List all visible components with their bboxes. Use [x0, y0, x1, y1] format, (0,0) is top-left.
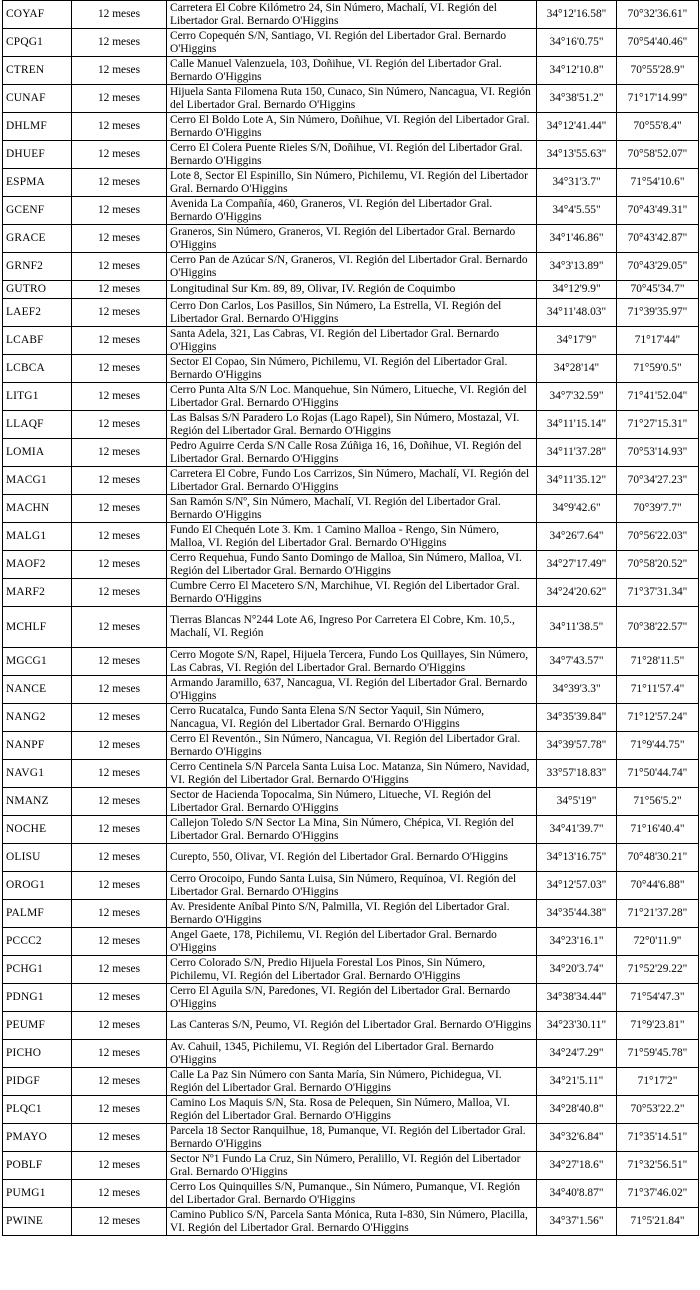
period-cell: 12 meses: [72, 439, 167, 467]
station-code-cell: PLQC1: [3, 1096, 72, 1124]
table-row: [3, 648, 699, 676]
table-row: [3, 676, 699, 704]
period-cell: 12 meses: [72, 607, 167, 648]
table-row: [3, 984, 699, 1012]
latitude-cell: 34°3'13.89": [537, 253, 617, 281]
longitude-cell: 70°54'40.46": [617, 29, 699, 57]
address-cell: Curepto, 550, Olivar, VI. Región del Libertador Gral. Bernardo O'Higgins: [167, 844, 537, 872]
table-row: [3, 579, 699, 607]
address-cell: Parcela 18 Sector Ranquilhue, 18, Pumanque, VI. Región del Libertador Gral. Bernardo O'Higgins: [167, 1124, 537, 1152]
table-row: [3, 225, 699, 253]
latitude-cell: 34°9'42.6": [537, 495, 617, 523]
station-code-cell: MARF2: [3, 579, 72, 607]
period-cell: 12 meses: [72, 1208, 167, 1236]
station-code-cell: GCENF: [3, 197, 72, 225]
period-cell: 12 meses: [72, 1096, 167, 1124]
table-row: [3, 169, 699, 197]
period-cell: 12 meses: [72, 984, 167, 1012]
latitude-cell: 34°12'57.03": [537, 872, 617, 900]
station-code-cell: NANG2: [3, 704, 72, 732]
table-row: [3, 299, 699, 327]
latitude-cell: 34°38'34.44": [537, 984, 617, 1012]
station-code-cell: OLISU: [3, 844, 72, 872]
station-code-cell: PMAYO: [3, 1124, 72, 1152]
latitude-cell: 34°1'46.86": [537, 225, 617, 253]
station-code-cell: CTREN: [3, 57, 72, 85]
latitude-cell: 34°11'35.12": [537, 467, 617, 495]
address-cell: Calle Manuel Valenzuela, 103, Doñihue, VI. Región del Libertador Gral. Bernardo O'Higgins: [167, 57, 537, 85]
period-cell: 12 meses: [72, 299, 167, 327]
address-cell: Cerro Don Carlos, Los Pasillos, Sin Número, La Estrella, VI. Región del Libertador Gral. Bernardo O'Higgins: [167, 299, 537, 327]
station-code-cell: NANPF: [3, 732, 72, 760]
longitude-cell: 71°27'15.31": [617, 411, 699, 439]
longitude-cell: 70°58'52.07": [617, 141, 699, 169]
period-cell: 12 meses: [72, 579, 167, 607]
longitude-cell: 70°55'8.4": [617, 113, 699, 141]
period-cell: 12 meses: [72, 760, 167, 788]
station-code-cell: MGCG1: [3, 648, 72, 676]
period-cell: 12 meses: [72, 355, 167, 383]
latitude-cell: 34°28'14": [537, 355, 617, 383]
longitude-cell: 70°48'30.21": [617, 844, 699, 872]
period-cell: 12 meses: [72, 551, 167, 579]
period-cell: 12 meses: [72, 1180, 167, 1208]
table-row: [3, 551, 699, 579]
period-cell: 12 meses: [72, 1, 167, 29]
station-code-cell: LCABF: [3, 327, 72, 355]
latitude-cell: 34°28'40.8": [537, 1096, 617, 1124]
latitude-cell: 34°35'44.38": [537, 900, 617, 928]
period-cell: 12 meses: [72, 900, 167, 928]
longitude-cell: 70°43'49.31": [617, 197, 699, 225]
period-cell: 12 meses: [72, 1068, 167, 1096]
station-code-cell: CPQG1: [3, 29, 72, 57]
station-code-cell: ESPMA: [3, 169, 72, 197]
station-code-cell: PWINE: [3, 1208, 72, 1236]
station-code-cell: PDNG1: [3, 984, 72, 1012]
address-cell: Pedro Aguirre Cerda S/N Calle Rosa Zúñiga 16, 16, Doñihue, VI. Región del Libertador Gral. Bernardo O'Higgins: [167, 439, 537, 467]
table-row: [3, 523, 699, 551]
address-cell: Santa Adela, 321, Las Cabras, VI. Región del Libertador Gral. Bernardo O'Higgins: [167, 327, 537, 355]
period-cell: 12 meses: [72, 495, 167, 523]
latitude-cell: 34°40'8.87": [537, 1180, 617, 1208]
table-row: [3, 467, 699, 495]
period-cell: 12 meses: [72, 467, 167, 495]
address-cell: Av. Presidente Aníbal Pinto S/N, Palmilla, VI. Región del Libertador Gral. Bernardo O'Higgins: [167, 900, 537, 928]
table-row: [3, 281, 699, 299]
address-cell: Cerro El Boldo Lote A, Sin Número, Doñihue, VI. Región del Libertador Gral. Bernardo O'Higgins: [167, 113, 537, 141]
latitude-cell: 34°13'55.63": [537, 141, 617, 169]
longitude-cell: 71°37'31.34": [617, 579, 699, 607]
period-cell: 12 meses: [72, 113, 167, 141]
station-code-cell: GUTRO: [3, 281, 72, 299]
table-row: [3, 760, 699, 788]
longitude-cell: 71°17'44": [617, 327, 699, 355]
period-cell: 12 meses: [72, 928, 167, 956]
longitude-cell: 70°43'29.05": [617, 253, 699, 281]
table-row: [3, 383, 699, 411]
longitude-cell: 71°52'29.22": [617, 956, 699, 984]
longitude-cell: 71°17'14.99": [617, 85, 699, 113]
address-cell: Lote 8, Sector El Espinillo, Sin Número, Pichilemu, VI. Región del Libertador Gral. Bernardo O'Higgins: [167, 169, 537, 197]
latitude-cell: 34°21'5.11": [537, 1068, 617, 1096]
latitude-cell: 34°31'3.7": [537, 169, 617, 197]
station-code-cell: POBLF: [3, 1152, 72, 1180]
longitude-cell: 70°58'20.52": [617, 551, 699, 579]
table-row: [3, 1012, 699, 1040]
station-code-cell: GRACE: [3, 225, 72, 253]
address-cell: San Ramón S/Nº, Sin Número, Machalí, VI. Región del Libertador Gral. Bernardo O'Higgins: [167, 495, 537, 523]
station-code-cell: PIDGF: [3, 1068, 72, 1096]
latitude-cell: 34°39'3.3": [537, 676, 617, 704]
latitude-cell: 34°7'43.57": [537, 648, 617, 676]
longitude-cell: 71°39'35.97": [617, 299, 699, 327]
period-cell: 12 meses: [72, 169, 167, 197]
station-code-cell: NOCHE: [3, 816, 72, 844]
longitude-cell: 70°44'6.88": [617, 872, 699, 900]
period-cell: 12 meses: [72, 1152, 167, 1180]
period-cell: 12 meses: [72, 411, 167, 439]
period-cell: 12 meses: [72, 1040, 167, 1068]
longitude-cell: 71°59'0.5": [617, 355, 699, 383]
station-code-cell: PICHO: [3, 1040, 72, 1068]
station-code-cell: OROG1: [3, 872, 72, 900]
address-cell: Cerro Orocoipo, Fundo Santa Luisa, Sin Número, Requínoa, VI. Región del Libertador Gral. Bernardo O'Higgins: [167, 872, 537, 900]
table-row: [3, 57, 699, 85]
address-cell: Camino Los Maquis S/N, Sta. Rosa de Pelequen, Sin Número, Malloa, VI. Región del Libertador Gral. Bernardo O'Higgins: [167, 1096, 537, 1124]
longitude-cell: 71°59'45.78": [617, 1040, 699, 1068]
period-cell: 12 meses: [72, 523, 167, 551]
address-cell: Av. Cahuil, 1345, Pichilemu, VI. Región del Libertador Gral. Bernardo O'Higgins: [167, 1040, 537, 1068]
period-cell: 12 meses: [72, 844, 167, 872]
latitude-cell: 34°17'9": [537, 327, 617, 355]
station-code-cell: PALMF: [3, 900, 72, 928]
table-row: [3, 928, 699, 956]
period-cell: 12 meses: [72, 956, 167, 984]
address-cell: Graneros, Sin Número, Graneros, VI. Región del Libertador Gral. Bernardo O'Higgins: [167, 225, 537, 253]
address-cell: Sector Nº1 Fundo La Cruz, Sin Número, Peralillo, VI. Región del Libertador Gral. Bernardo O'Higgins: [167, 1152, 537, 1180]
station-code-cell: MAOF2: [3, 551, 72, 579]
longitude-cell: 71°56'5.2": [617, 788, 699, 816]
longitude-cell: 71°28'11.5": [617, 648, 699, 676]
period-cell: 12 meses: [72, 872, 167, 900]
period-cell: 12 meses: [72, 816, 167, 844]
period-cell: 12 meses: [72, 648, 167, 676]
latitude-cell: 34°23'16.1": [537, 928, 617, 956]
address-cell: Cerro Pan de Azúcar S/N, Graneros, VI. Región del Libertador Gral. Bernardo O'Higgins: [167, 253, 537, 281]
latitude-cell: 34°20'3.74": [537, 956, 617, 984]
address-cell: Cerro Rucatalca, Fundo Santa Elena S/N Sector Yaquil, Sin Número, Nancagua, VI. Región del Libertador Gral. Bernardo O'Higgins: [167, 704, 537, 732]
table-row: [3, 327, 699, 355]
address-cell: Cumbre Cerro El Macetero S/N, Marchihue, VI. Región del Libertador Gral. Bernardo O'Higgins: [167, 579, 537, 607]
period-cell: 12 meses: [72, 1012, 167, 1040]
station-code-cell: LLAQF: [3, 411, 72, 439]
longitude-cell: 71°9'23.81": [617, 1012, 699, 1040]
table-row: [3, 197, 699, 225]
address-cell: Cerro Punta Alta S/N Loc. Manquehue, Sin Número, Litueche, VI. Región del Libertador Gral. Bernardo O'Higgins: [167, 383, 537, 411]
latitude-cell: 34°4'5.55": [537, 197, 617, 225]
longitude-cell: 71°12'57.24": [617, 704, 699, 732]
latitude-cell: 34°12'9.9": [537, 281, 617, 299]
latitude-cell: 34°39'57.78": [537, 732, 617, 760]
address-cell: Cerro Copequén S/N, Santiago, VI. Región del Libertador Gral. Bernardo O'Higgins: [167, 29, 537, 57]
table-row: [3, 788, 699, 816]
longitude-cell: 71°21'37.28": [617, 900, 699, 928]
station-code-cell: CUNAF: [3, 85, 72, 113]
address-cell: Calle La Paz Sin Número con Santa María, Sin Número, Pichidegua, VI. Región del Libertador Gral. Bernardo O'Higgins: [167, 1068, 537, 1096]
latitude-cell: 34°35'39.84": [537, 704, 617, 732]
address-cell: Carretera El Cobre, Fundo Los Carrizos, Sin Número, Machalí, VI. Región del Libertador Gral. Bernardo O'Higgins: [167, 467, 537, 495]
latitude-cell: 34°27'18.6": [537, 1152, 617, 1180]
longitude-cell: 70°32'36.61": [617, 1, 699, 29]
table-row: [3, 1040, 699, 1068]
latitude-cell: 34°38'51.2": [537, 85, 617, 113]
table-row: [3, 1124, 699, 1152]
locations-table: [2, 0, 699, 1236]
table-row: [3, 900, 699, 928]
station-code-cell: PEUMF: [3, 1012, 72, 1040]
table-row: [3, 704, 699, 732]
table-row: [3, 355, 699, 383]
table-row: [3, 253, 699, 281]
address-cell: Cerro Requehua, Fundo Santo Domingo de Malloa, Sin Número, Malloa, VI. Región del Libertador Gral. Bernardo O'Higgins: [167, 551, 537, 579]
station-code-cell: MACG1: [3, 467, 72, 495]
period-cell: 12 meses: [72, 29, 167, 57]
latitude-cell: 34°26'7.64": [537, 523, 617, 551]
table-row: [3, 495, 699, 523]
longitude-cell: 70°56'22.03": [617, 523, 699, 551]
table-row: [3, 872, 699, 900]
longitude-cell: 71°54'47.3": [617, 984, 699, 1012]
period-cell: 12 meses: [72, 85, 167, 113]
period-cell: 12 meses: [72, 281, 167, 299]
station-code-cell: MALG1: [3, 523, 72, 551]
address-cell: Cerro Centinela S/N Parcela Santa Luisa Loc. Matanza, Sin Número, Navidad, VI. Región del Libertador Gral. Bernardo O'Higgins: [167, 760, 537, 788]
locations-table-body: [3, 1, 699, 1236]
address-cell: Tierras Blancas N°244 Lote A6, Ingreso Por Carretera El Cobre, Km. 10,5., Machalí, VI. Región: [167, 607, 537, 648]
longitude-cell: 70°38'22.57": [617, 607, 699, 648]
address-cell: Las Balsas S/N Paradero Lo Rojas (Lago Rapel), Sin Número, Mostazal, VI. Región del Libertador Gral. Bernardo O'Higgins: [167, 411, 537, 439]
period-cell: 12 meses: [72, 676, 167, 704]
address-cell: Avenida La Compañía, 460, Graneros, VI. Región del Libertador Gral. Bernardo O'Higgins: [167, 197, 537, 225]
longitude-cell: 71°37'46.02": [617, 1180, 699, 1208]
latitude-cell: 34°11'15.14": [537, 411, 617, 439]
latitude-cell: 34°12'41.44": [537, 113, 617, 141]
station-code-cell: DHLMF: [3, 113, 72, 141]
latitude-cell: 34°23'30.11": [537, 1012, 617, 1040]
address-cell: Fundo El Chequén Lote 3. Km. 1 Camino Malloa - Rengo, Sin Número, Malloa, VI. Región del Libertador Gral. Bernardo O'Higgins: [167, 523, 537, 551]
station-code-cell: LCBCA: [3, 355, 72, 383]
table-row: [3, 29, 699, 57]
station-code-cell: PCCC2: [3, 928, 72, 956]
station-code-cell: LAEF2: [3, 299, 72, 327]
station-code-cell: NAVG1: [3, 760, 72, 788]
latitude-cell: 34°11'48.03": [537, 299, 617, 327]
latitude-cell: 34°32'6.84": [537, 1124, 617, 1152]
period-cell: 12 meses: [72, 225, 167, 253]
station-code-cell: LOMIA: [3, 439, 72, 467]
address-cell: Callejon Toledo S/N Sector La Mina, Sin Número, Chépica, VI. Región del Libertador Gral. Bernardo O'Higgins: [167, 816, 537, 844]
longitude-cell: 72°0'11.9": [617, 928, 699, 956]
longitude-cell: 70°34'27.23": [617, 467, 699, 495]
address-cell: Camino Publico S/N, Parcela Santa Mónica, Ruta I-830, Sin Número, Placilla, VI. Región del Libertador Gral. Bernardo O'Higgins: [167, 1208, 537, 1236]
table-row: [3, 732, 699, 760]
longitude-cell: 71°41'52.04": [617, 383, 699, 411]
longitude-cell: 71°9'44.75": [617, 732, 699, 760]
table-row: [3, 1180, 699, 1208]
table-row: [3, 141, 699, 169]
table-row: [3, 1208, 699, 1236]
longitude-cell: 71°35'14.51": [617, 1124, 699, 1152]
address-cell: Sector El Copao, Sin Número, Pichilemu, VI. Región del Libertador Gral. Bernardo O'Higgins: [167, 355, 537, 383]
address-cell: Cerro Colorado S/N, Predio Hijuela Forestal Los Pinos, Sin Número, Pichilemu, VI. Región del Libertador Gral. Bernardo O'Higgins: [167, 956, 537, 984]
station-code-cell: LITG1: [3, 383, 72, 411]
address-cell: Cerro Los Quinquilles S/N, Pumanque., Sin Número, Pumanque, VI. Región del Libertador Gral. Bernardo O'Higgins: [167, 1180, 537, 1208]
period-cell: 12 meses: [72, 383, 167, 411]
latitude-cell: 34°41'39.7": [537, 816, 617, 844]
longitude-cell: 70°43'42.87": [617, 225, 699, 253]
address-cell: Angel Gaete, 178, Pichilemu, VI. Región del Libertador Gral. Bernardo O'Higgins: [167, 928, 537, 956]
latitude-cell: 34°37'1.56": [537, 1208, 617, 1236]
latitude-cell: 34°13'16.75": [537, 844, 617, 872]
latitude-cell: 34°24'20.62": [537, 579, 617, 607]
station-code-cell: COYAF: [3, 1, 72, 29]
address-cell: Cerro Mogote S/N, Rapel, Hijuela Tercera, Fundo Los Quillayes, Sin Número, Las Cabras, VI. Región del Libertador Gral. Bernardo O'Higgins: [167, 648, 537, 676]
station-code-cell: PCHG1: [3, 956, 72, 984]
longitude-cell: 71°54'10.6": [617, 169, 699, 197]
longitude-cell: 71°5'21.84": [617, 1208, 699, 1236]
latitude-cell: 34°24'7.29": [537, 1040, 617, 1068]
longitude-cell: 70°55'28.9": [617, 57, 699, 85]
table-row: [3, 1096, 699, 1124]
address-cell: Armando Jaramillo, 637, Nancagua, VI. Región del Libertador Gral. Bernardo O'Higgins: [167, 676, 537, 704]
station-code-cell: PUMG1: [3, 1180, 72, 1208]
address-cell: Sector de Hacienda Topocalma, Sin Número, Litueche, VI. Región del Libertador Gral. Bernardo O'Higgins: [167, 788, 537, 816]
table-row: [3, 956, 699, 984]
longitude-cell: 71°16'40.4": [617, 816, 699, 844]
table-row: [3, 439, 699, 467]
longitude-cell: 71°32'56.51": [617, 1152, 699, 1180]
address-cell: Cerro El Reventón., Sin Número, Nancagua, VI. Región del Libertador Gral. Bernardo O'Higgins: [167, 732, 537, 760]
latitude-cell: 34°27'17.49": [537, 551, 617, 579]
table-row: [3, 844, 699, 872]
period-cell: 12 meses: [72, 141, 167, 169]
latitude-cell: 34°11'38.5": [537, 607, 617, 648]
table-row: [3, 85, 699, 113]
address-cell: Cerro El Aguila S/N, Paredones, VI. Región del Libertador Gral. Bernardo O'Higgins: [167, 984, 537, 1012]
period-cell: 12 meses: [72, 327, 167, 355]
longitude-cell: 71°11'57.4": [617, 676, 699, 704]
table-row: [3, 816, 699, 844]
latitude-cell: 34°5'19": [537, 788, 617, 816]
period-cell: 12 meses: [72, 57, 167, 85]
station-code-cell: MACHN: [3, 495, 72, 523]
station-code-cell: NANCE: [3, 676, 72, 704]
table-row: [3, 1, 699, 29]
longitude-cell: 70°53'14.93": [617, 439, 699, 467]
station-code-cell: NMANZ: [3, 788, 72, 816]
period-cell: 12 meses: [72, 788, 167, 816]
longitude-cell: 70°39'7.7": [617, 495, 699, 523]
longitude-cell: 70°53'22.2": [617, 1096, 699, 1124]
address-cell: Carretera El Cobre Kilómetro 24, Sin Número, Machalí, VI. Región del Libertador Gral. Bernardo O'Higgins: [167, 1, 537, 29]
table-row: [3, 113, 699, 141]
address-cell: Las Canteras S/N, Peumo, VI. Región del Libertador Gral. Bernardo O'Higgins: [167, 1012, 537, 1040]
longitude-cell: 70°45'34.7": [617, 281, 699, 299]
table-row: [3, 411, 699, 439]
latitude-cell: 34°11'37.28": [537, 439, 617, 467]
table-row: [3, 607, 699, 648]
address-cell: Cerro El Colera Puente Rieles S/N, Doñihue, VI. Región del Libertador Gral. Bernardo O'Higgins: [167, 141, 537, 169]
latitude-cell: 34°7'32.59": [537, 383, 617, 411]
address-cell: Hijuela Santa Filomena Ruta 150, Cunaco, Sin Número, Nancagua, VI. Región del Libertador Gral. Bernardo O'Higgins: [167, 85, 537, 113]
station-code-cell: DHUEF: [3, 141, 72, 169]
period-cell: 12 meses: [72, 197, 167, 225]
latitude-cell: 34°12'10.8": [537, 57, 617, 85]
latitude-cell: 33°57'18.83": [537, 760, 617, 788]
table-row: [3, 1068, 699, 1096]
address-cell: Longitudinal Sur Km. 89, 89, Olivar, IV. Región de Coquimbo: [167, 281, 537, 299]
period-cell: 12 meses: [72, 732, 167, 760]
longitude-cell: 71°50'44.74": [617, 760, 699, 788]
period-cell: 12 meses: [72, 253, 167, 281]
latitude-cell: 34°16'0.75": [537, 29, 617, 57]
period-cell: 12 meses: [72, 1124, 167, 1152]
table-row: [3, 1152, 699, 1180]
latitude-cell: 34°12'16.58": [537, 1, 617, 29]
station-code-cell: GRNF2: [3, 253, 72, 281]
station-code-cell: MCHLF: [3, 607, 72, 648]
period-cell: 12 meses: [72, 704, 167, 732]
longitude-cell: 71°17'2": [617, 1068, 699, 1096]
